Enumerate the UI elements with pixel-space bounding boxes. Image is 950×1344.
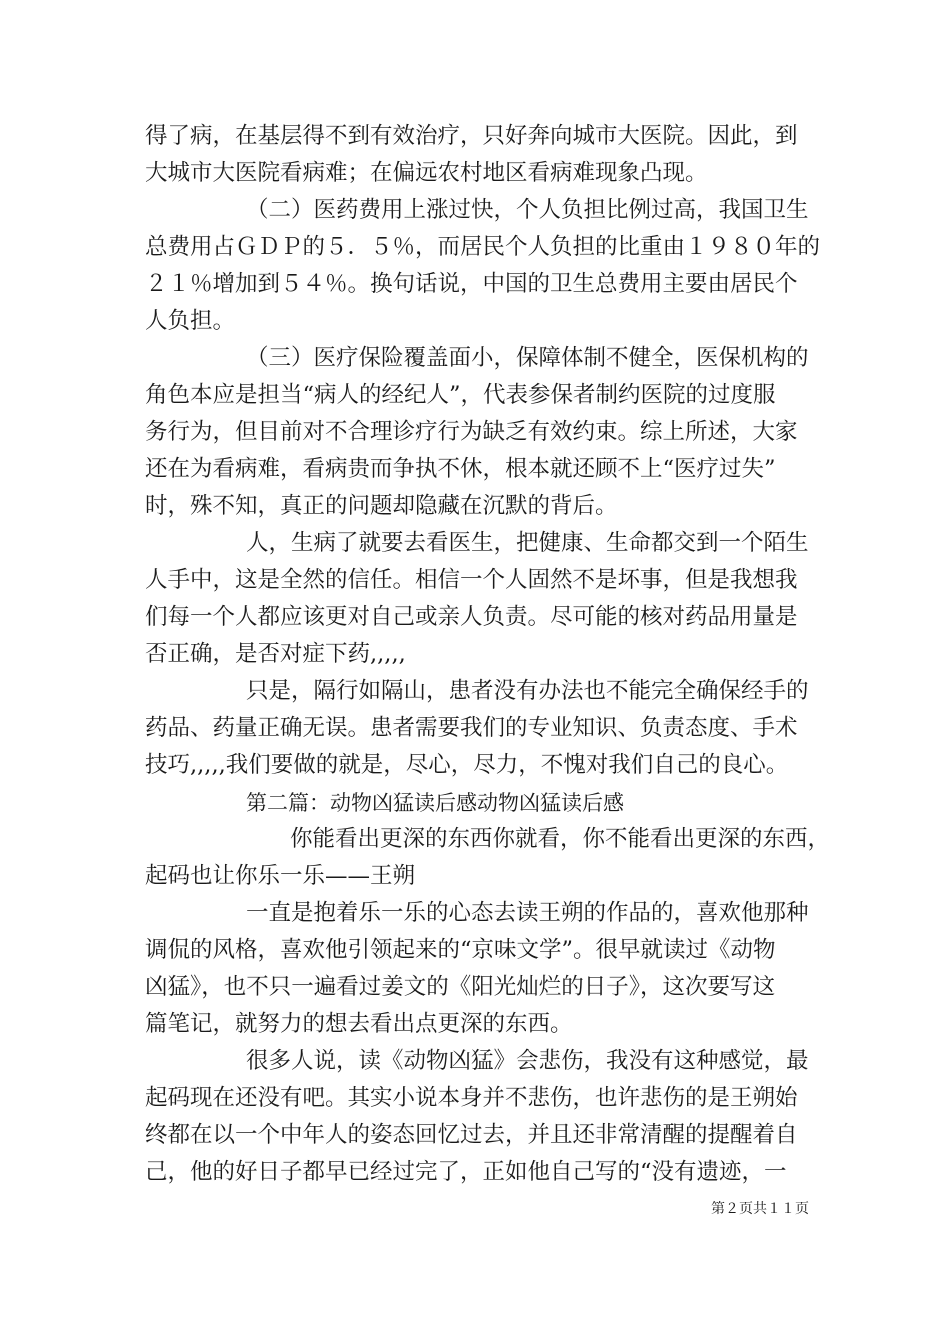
text-line: 只是，隔行如隔山，患者没有办法也不能完全确保经手的 <box>246 678 809 704</box>
text-line: 篇笔记，就努力的想去看出点更深的东西。 <box>145 1011 573 1037</box>
text-line: 起码现在还没有吧。其实小说本身并不悲伤，也许悲伤的是王朔始 <box>145 1085 798 1111</box>
text-line: 药品、药量正确无误。患者需要我们的专业知识、负责态度、手术 <box>145 715 798 741</box>
page-number: 第２页共１１页 <box>711 1201 809 1217</box>
text-line: 终都在以一个中年人的姿态回忆过去，并且还非常清醒的提醒着自 <box>145 1122 798 1148</box>
text-line: 们每一个人都应该更对自己或亲人负责。尽可能的核对药品用量是 <box>145 604 798 630</box>
section-heading: 第二篇：动物凶猛读后感动物凶猛读后感 <box>246 791 624 815</box>
text-line: 否正确，是否对症下药,,,,, <box>145 641 406 667</box>
text-line: （三）医疗保险覆盖面小，保障体制不健全，医保机构的 <box>246 345 809 371</box>
text-line: 很多人说，读《动物凶猛》会悲伤，我没有这种感觉，最 <box>246 1048 809 1074</box>
text-line: 人，生病了就要去看医生，把健康、生命都交到一个陌生 <box>246 530 809 556</box>
text-line: 时，殊不知，真正的问题却隐藏在沉默的背后。 <box>145 493 618 519</box>
text-line: 人手中，这是全然的信任。相信一个人固然不是坏事，但是我想我 <box>145 567 798 593</box>
text-line: 凶猛》，也不只一遍看过姜文的《阳光灿烂的日子》，这次要写这 <box>145 974 776 1000</box>
text-line: 己，他的好日子都早已经过完了，正如他自己写的“没有遗迹，一 <box>145 1159 787 1185</box>
text-line: 务行为，但目前对不合理诊疗行为缺乏有效约束。综上所述，大家 <box>145 419 798 445</box>
text-line: （二）医药费用上涨过快，个人负担比例过高，我国卫生 <box>246 197 809 223</box>
text-line: 总费用占ＧＤＰ的５．５％，而居民个人负担的比重由１９８０年的 <box>145 234 821 260</box>
text-line: 大城市大医院看病难；在偏远农村地区看病难现象凸现。 <box>145 160 708 186</box>
text-line: 人负担。 <box>145 308 236 334</box>
text-line: 调侃的风格，喜欢他引领起来的“京味文学”。很早就读过《动物 <box>145 937 776 963</box>
text-line: 一直是抱着乐一乐的心态去读王朔的作品的，喜欢他那种 <box>246 900 809 926</box>
text-line: 角色本应是担当“病人的经纪人”，代表参保者制约医院的过度服 <box>145 382 776 408</box>
text-line: 得了病，在基层得不到有效治疗，只好奔向城市大医院。因此，到 <box>145 123 798 149</box>
text-line: ２１％增加到５４％。换句话说，中国的卫生总费用主要由居民个 <box>145 271 798 297</box>
text-line: 技巧,,,,,我们要做的就是，尽心，尽力，不愧对我们自己的良心。 <box>145 752 789 778</box>
epigraph-line: 起码也让你乐一乐——王朔 <box>145 863 416 889</box>
text-line: 还在为看病难，看病贵而争执不休，根本就还顾不上“医疗过失” <box>145 456 776 482</box>
epigraph-line: 你能看出更深的东西你就看，你不能看出更深的东西， <box>290 826 831 852</box>
